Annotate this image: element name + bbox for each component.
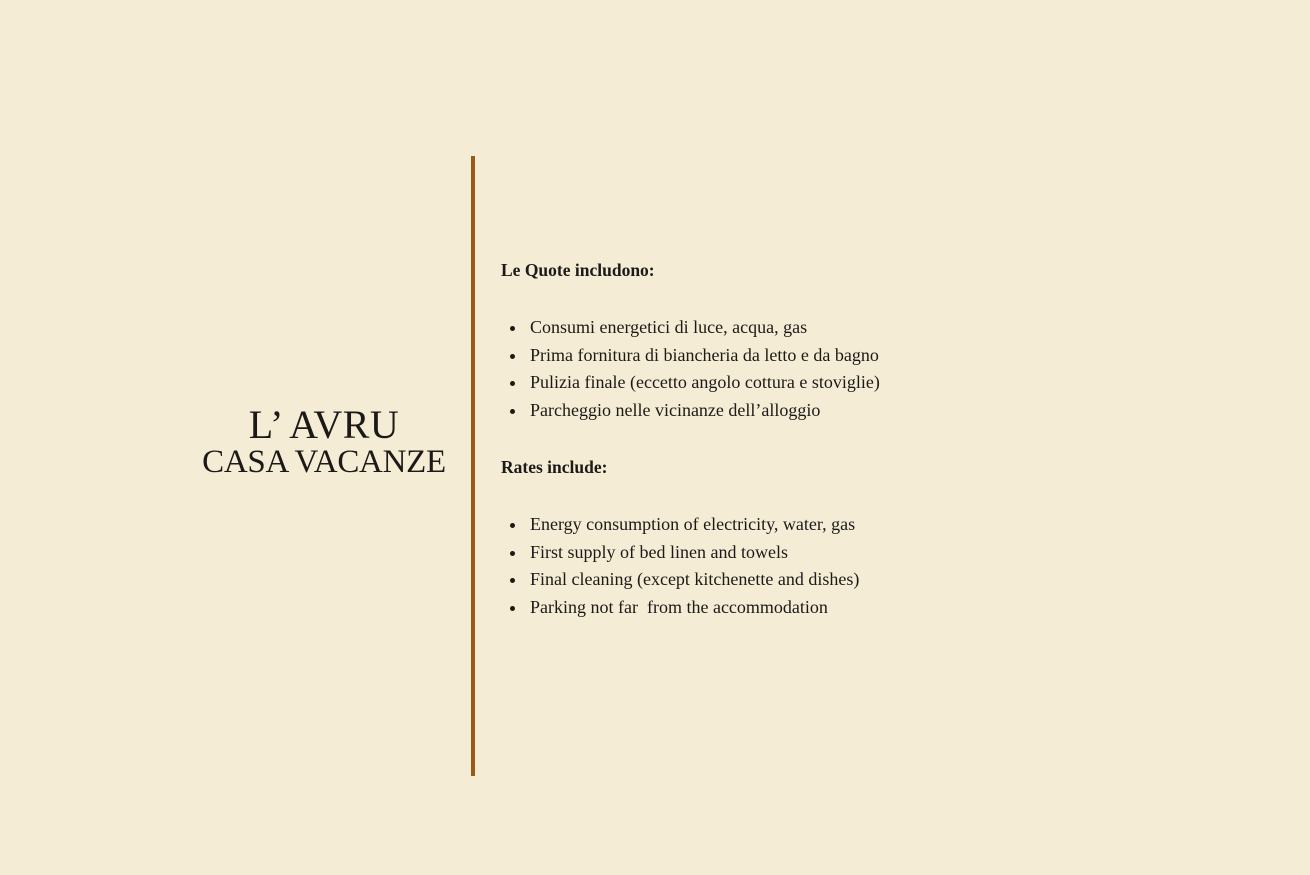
rates-content <box>501 258 1281 622</box>
list-item: Parcheggio nelle vicinanze dell’alloggio <box>501 397 1281 425</box>
italian-heading: Le Quote includono: <box>501 260 655 280</box>
english-list <box>501 511 1281 622</box>
list-item: Consumi energetici di luce, acqua, gas <box>501 314 1281 342</box>
brand-logo <box>170 402 478 480</box>
list-item: First supply of bed linen and towels <box>501 539 1281 567</box>
list-item: Energy consumption of electricity, water, gas <box>501 511 1281 539</box>
brand-name: L’ AVRU <box>248 402 400 447</box>
list-item: Parking not far from the accommodation <box>501 594 1281 622</box>
italian-list <box>501 314 1281 425</box>
english-heading: Rates include: <box>501 456 608 477</box>
list-item: Final cleaning (except kitchenette and dishes) <box>501 566 1281 594</box>
brand-subtitle: CASA VACANZE <box>202 444 446 480</box>
list-item: Prima fornitura di biancheria da letto e da bagno <box>501 342 1281 370</box>
list-item: Pulizia finale (eccetto angolo cottura e stoviglie) <box>501 369 1281 397</box>
vertical-divider <box>471 156 475 776</box>
